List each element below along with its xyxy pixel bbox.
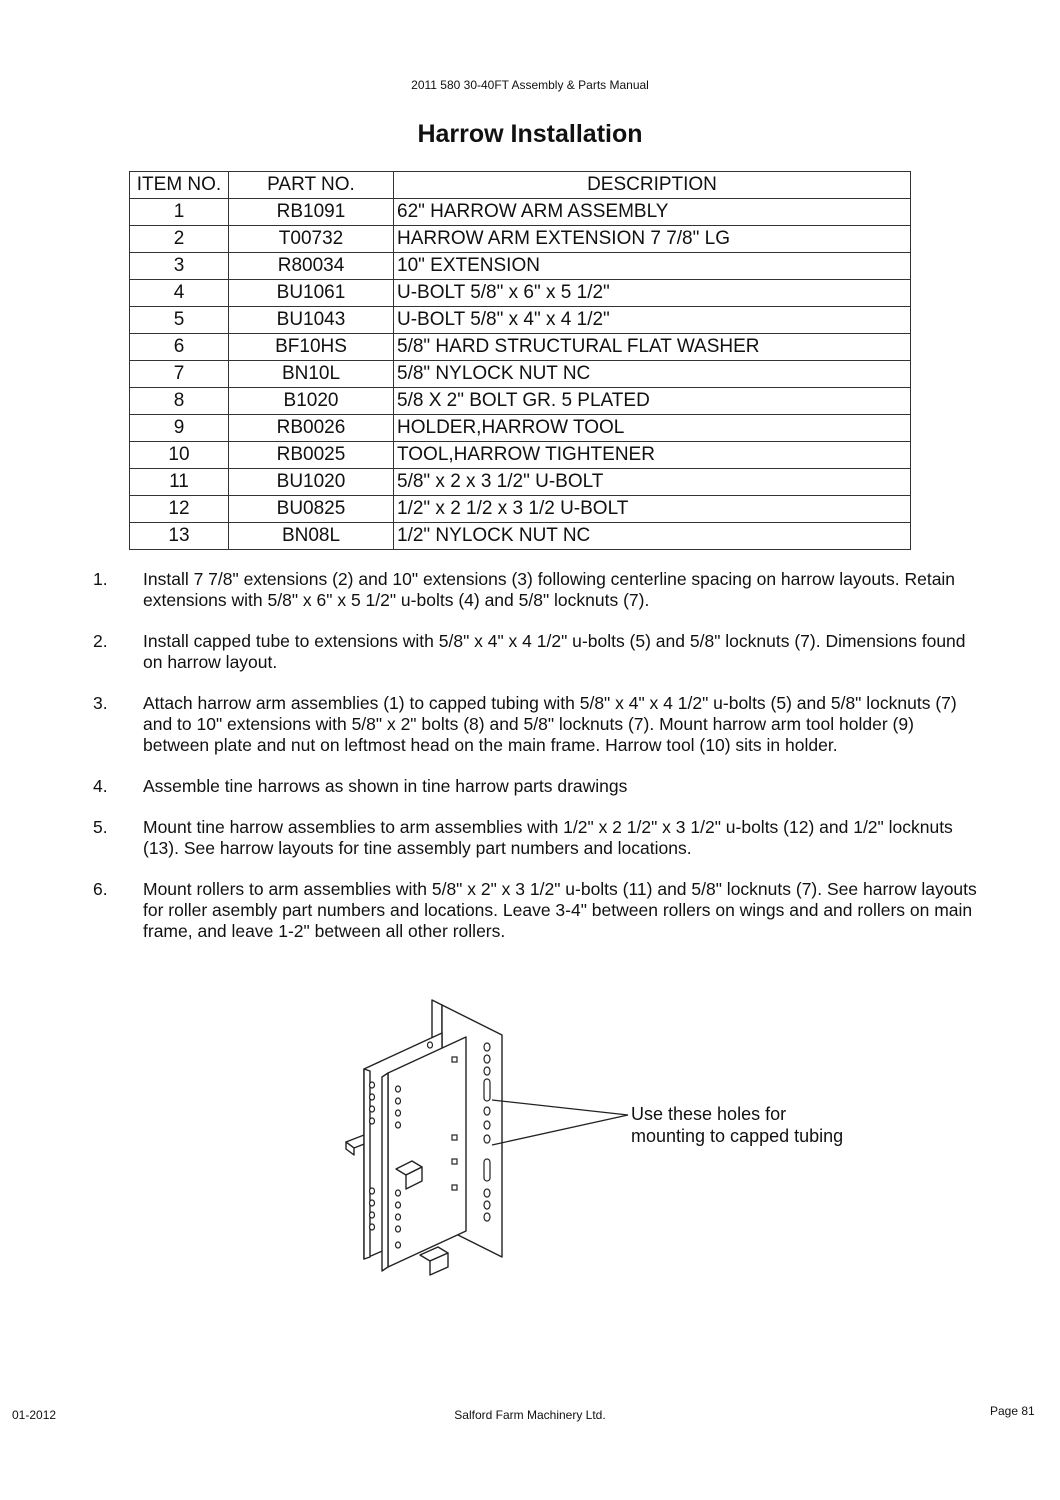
part-number-cell: RB1091	[229, 199, 394, 226]
front-plate	[388, 1037, 466, 1267]
page-number: Page 81	[990, 1404, 1035, 1418]
column-header-description: DESCRIPTION	[394, 172, 911, 199]
table-row	[130, 523, 911, 550]
item-number-cell: 3	[130, 253, 229, 280]
step-text: Install capped tube to extensions with 5/8" x 4" x 4 1/2" u-bolts (5) and 5/8" locknuts (7). Dimensions found on harrow layout.	[143, 631, 966, 672]
description-cell: 1/2" NYLOCK NUT NC	[394, 523, 911, 550]
parts-table	[129, 171, 911, 550]
part-number-cell: T00732	[229, 226, 394, 253]
part-number-cell: BU0825	[229, 496, 394, 523]
description-cell: 5/8" NYLOCK NUT NC	[394, 361, 911, 388]
column-header-part: PART NO.	[229, 172, 394, 199]
item-number-cell: 9	[130, 415, 229, 442]
item-number-cell: 13	[130, 523, 229, 550]
part-number-cell: R80034	[229, 253, 394, 280]
table-row	[130, 388, 911, 415]
part-number-cell: B1020	[229, 388, 394, 415]
step-number: 6.	[93, 879, 108, 899]
table-row	[130, 226, 911, 253]
description-cell: 5/8 X 2" BOLT GR. 5 PLATED	[394, 388, 911, 415]
table-row	[130, 496, 911, 523]
description-cell: HOLDER,HARROW TOOL	[394, 415, 911, 442]
footer-date: 01-2012	[12, 1408, 57, 1422]
part-number-cell: RB0025	[229, 442, 394, 469]
parts-table-body	[130, 199, 911, 550]
step-number: 3.	[93, 693, 108, 713]
part-number-cell: RB0026	[229, 415, 394, 442]
item-number-cell: 2	[130, 226, 229, 253]
item-number-cell: 6	[130, 334, 229, 361]
description-cell: 62" HARROW ARM ASSEMBLY	[394, 199, 911, 226]
step-text: Mount tine harrow assemblies to arm assemblies with 1/2" x 2 1/2" x 3 1/2" u-bolts (12) and 1/2" locknuts (13). See harrow layouts for tine assembly part numbers and locations.	[143, 817, 953, 858]
footer-company: Salford Farm Machinery Ltd.	[454, 1408, 606, 1422]
item-number-cell: 10	[130, 442, 229, 469]
table-row	[130, 442, 911, 469]
part-number-cell: BN10L	[229, 361, 394, 388]
page-title: Harrow Installation	[417, 120, 643, 148]
step-text: Assemble tine harrows as shown in tine harrow parts drawings	[143, 776, 628, 796]
table-row	[130, 307, 911, 334]
part-number-cell: BU1020	[229, 469, 394, 496]
instruction-step	[93, 693, 983, 756]
step-number: 4.	[93, 776, 108, 796]
item-number-cell: 8	[130, 388, 229, 415]
table-row	[130, 253, 911, 280]
instruction-step	[93, 879, 983, 942]
step-number: 5.	[93, 817, 108, 837]
step-text: Install 7 7/8" extensions (2) and 10" extensions (3) following centerline spacing on harrow layouts. Retain extensions with 5/8" x 6" x 5 1/2" u-bolts (4) and 5/8" locknuts (7).	[143, 569, 956, 610]
description-cell: 10" EXTENSION	[394, 253, 911, 280]
table-row	[130, 469, 911, 496]
part-number-cell: BU1043	[229, 307, 394, 334]
step-number: 2.	[93, 631, 108, 651]
description-cell: U-BOLT 5/8" x 4" x 4 1/2"	[394, 307, 911, 334]
instruction-steps	[93, 569, 983, 962]
table-row	[130, 334, 911, 361]
description-cell: 5/8" x 2 x 3 1/2" U-BOLT	[394, 469, 911, 496]
instruction-step	[93, 631, 983, 673]
instruction-step	[93, 776, 983, 797]
table-row	[130, 199, 911, 226]
manual-header: 2011 580 30-40FT Assembly & Parts Manual	[411, 78, 649, 92]
callout-leader-upper	[492, 1100, 628, 1115]
callout-line-1: Use these holes for	[631, 1104, 787, 1124]
table-row	[130, 415, 911, 442]
step-text: Mount rollers to arm assemblies with 5/8" x 2" x 3 1/2" u-bolts (11) and 5/8" locknuts (7). See harrow layouts for roller asembly part numbers and locations. Leave 3-4" between rollers on wings and and rollers on main frame, and leave 1-2" between all other rollers.	[143, 879, 977, 941]
table-row	[130, 280, 911, 307]
description-cell: 1/2" x 2 1/2 x 3 1/2 U-BOLT	[394, 496, 911, 523]
item-number-cell: 7	[130, 361, 229, 388]
item-number-cell: 4	[130, 280, 229, 307]
part-number-cell: BF10HS	[229, 334, 394, 361]
callout-line-2: mounting to capped tubing	[631, 1126, 844, 1146]
table-row	[130, 361, 911, 388]
table-header-row	[130, 172, 911, 199]
step-number: 1.	[93, 569, 108, 589]
description-cell: HARROW ARM EXTENSION 7 7/8" LG	[394, 226, 911, 253]
step-text: Attach harrow arm assemblies (1) to capped tubing with 5/8" x 4" x 4 1/2" u-bolts (5) and 5/8" locknuts (7) and to 10" extensions with 5/8" x 2" bolts (8) and 5/8" locknuts (7). Mount harrow arm tool holder (9) between plate and nut on leftmost head on the main frame. Harrow tool (10) sits in holder.	[143, 693, 957, 755]
item-number-cell: 11	[130, 469, 229, 496]
instruction-step	[93, 817, 983, 859]
description-cell: U-BOLT 5/8" x 6" x 5 1/2"	[394, 280, 911, 307]
part-number-cell: BN08L	[229, 523, 394, 550]
description-cell: TOOL,HARROW TIGHTENER	[394, 442, 911, 469]
instruction-step	[93, 569, 983, 611]
item-number-cell: 12	[130, 496, 229, 523]
item-number-cell: 5	[130, 307, 229, 334]
callout-leader-lower	[492, 1115, 628, 1145]
item-number-cell: 1	[130, 199, 229, 226]
column-header-item: ITEM NO.	[130, 172, 229, 199]
part-number-cell: BU1061	[229, 280, 394, 307]
description-cell: 5/8" HARD STRUCTURAL FLAT WASHER	[394, 334, 911, 361]
mounting-holes-callout	[631, 1103, 843, 1147]
